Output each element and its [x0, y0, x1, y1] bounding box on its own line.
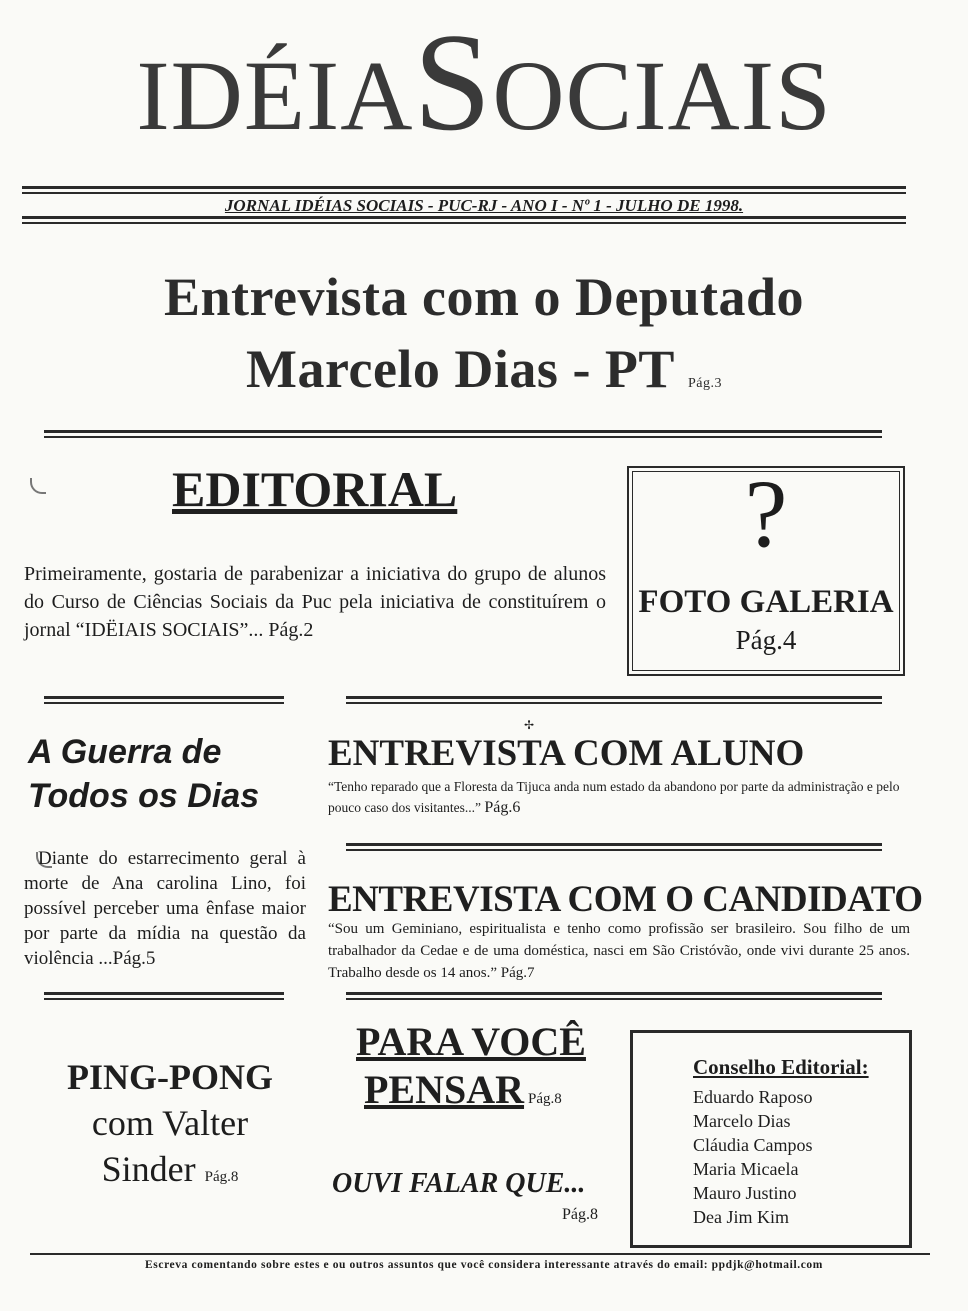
ping-pong-line-3 — [40, 1146, 300, 1200]
board-member: Eduardo Raposo — [693, 1087, 813, 1107]
ouvi-falar-title: OUVI FALAR QUE... — [332, 1168, 586, 1199]
guerra-title-line-2: Todos os Dias — [28, 777, 260, 815]
star-icon: ✢ — [524, 718, 535, 732]
guerra-body — [24, 846, 306, 971]
masthead-rule-bottom — [22, 216, 906, 224]
masthead-word-2: OCIAIS — [492, 40, 832, 151]
para-voce-title-2: PENSAR — [364, 1067, 525, 1112]
para-voce-page: Pág.8 — [528, 1091, 562, 1107]
main-headline-page: Pág.3 — [687, 376, 722, 391]
divider-left-1 — [44, 696, 284, 704]
ouvi-falar-page: Pág.8 — [562, 1206, 598, 1223]
board-member: Dea Jim Kim — [693, 1207, 789, 1227]
bullet-icon — [30, 478, 46, 494]
editorial-title: EDITORIAL — [172, 461, 458, 517]
interview-candidate-title: ENTREVISTA COM O CANDIDATO — [328, 879, 923, 920]
gallery-page: Pág.4 — [735, 625, 797, 655]
divider-right-1 — [346, 696, 882, 704]
board-member: Mauro Justino — [693, 1183, 797, 1203]
editorial-board-title: Conselho Editorial: — [693, 1055, 869, 1079]
ping-pong-page: Pág.8 — [204, 1169, 239, 1185]
masthead-initial-2: S — [413, 5, 493, 160]
masthead-title — [0, 5, 968, 160]
board-member: Maria Micaela — [693, 1159, 799, 1179]
ping-pong-title: PING-PONG — [67, 1057, 273, 1097]
main-headline-line-2 — [0, 338, 968, 400]
divider-left-2 — [44, 992, 284, 1000]
interview-student-quote — [328, 776, 910, 818]
footer-contact: Escreva comentando sobre estes e ou outros assuntos que você considera interessante através do email: ppdjk@hotmail.com — [145, 1259, 823, 1271]
editorial-body: Primeiramente, gostaria de parabenizar a iniciativa do grupo de alunos do Curso de Ciências Sociais da Puc pela iniciativa de constituírem o jornal “IDËIAIS SOCIAIS”... Pág.2 — [24, 563, 606, 641]
guerra-title-line-1: A Guerra de — [28, 733, 222, 771]
main-headline-line-1: Entrevista com o Deputado — [164, 267, 804, 327]
interview-candidate-quote: “Sou um Geminiano, espiritualista e tenho como profissão ser brasileiro. Sou filho de um trabalhador da Cedae e de uma doméstica, nasci em São Cristóvão, onde vivi durante 25 anos. Trabalho desde os 14 anos.” Pág.7 — [328, 921, 910, 981]
masthead-initial-1: I — [136, 40, 171, 151]
para-voce-title-1: PARA VOCÊ — [356, 1019, 586, 1064]
editorial-board-box — [630, 1030, 912, 1248]
ping-pong-line-2: com Valter — [91, 1103, 249, 1143]
board-member: Marcelo Dias — [693, 1111, 791, 1131]
issue-info: JORNAL IDÉIAS SOCIAIS - PUC-RJ - ANO I - Nº 1 - JULHO DE 1998. — [224, 196, 744, 215]
divider-right-3 — [346, 992, 882, 1000]
editorial-board-list — [693, 1085, 813, 1229]
photo-gallery-box — [627, 460, 905, 676]
guerra-title — [28, 730, 298, 818]
interview-student-text: “Tenho reparado que a Floresta da Tijuca anda num estado da abandono por parte da administração e pelo pouco caso dos visitantes...” — [328, 779, 900, 815]
footer-rule — [30, 1253, 930, 1255]
interview-student-title: ENTREVISTA COM ALUNO — [328, 733, 805, 774]
masthead-rule-top — [22, 186, 906, 194]
headline-rule — [44, 430, 882, 438]
board-member: Cláudia Campos — [693, 1135, 813, 1155]
gallery-title: FOTO GALERIA — [638, 584, 894, 620]
question-mark-icon: ? — [744, 460, 788, 567]
interview-student-page: Pág.6 — [484, 799, 521, 816]
para-voce-line-2 — [364, 1066, 562, 1123]
guerra-drop-letter: D — [38, 848, 52, 869]
masthead-word-1: DÉIA — [170, 40, 414, 151]
ping-pong-block — [40, 1054, 300, 1200]
main-headline-name: Marcelo Dias - PT — [246, 339, 674, 399]
divider-right-2 — [346, 843, 882, 851]
ping-pong-name: Sinder — [101, 1149, 196, 1189]
guerra-text: iante do estarrecimento geral à morte de Ana carolina Lino, foi possível perceber uma ênfase maior por parte da mídia na questão da violência ...Pág.5 — [24, 848, 306, 969]
